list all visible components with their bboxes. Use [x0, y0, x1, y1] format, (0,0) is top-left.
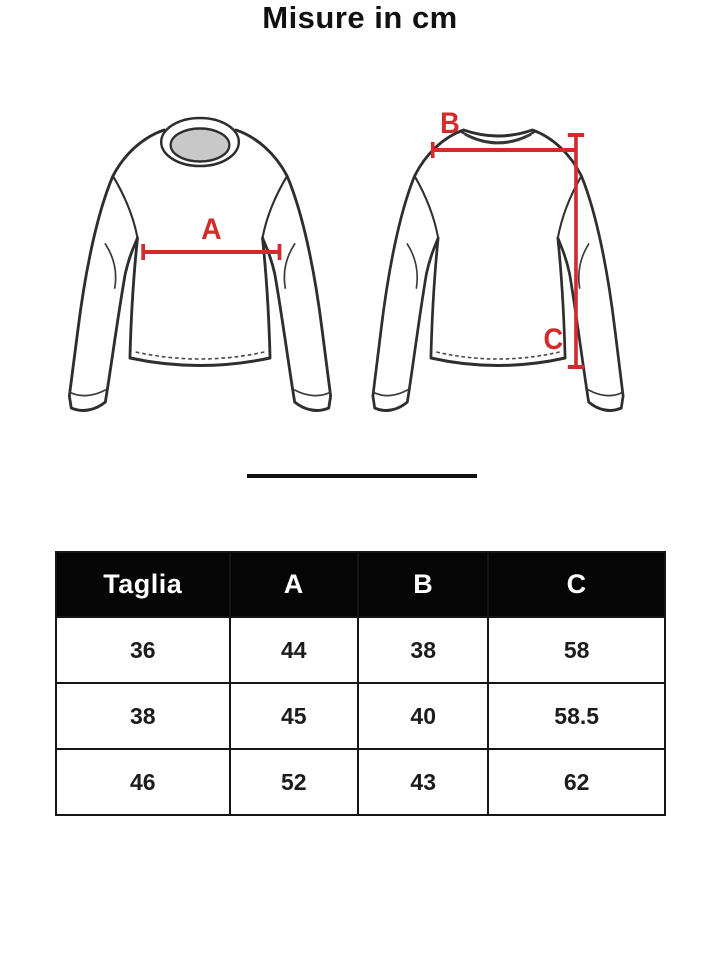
- back-garment-drawing: [362, 112, 634, 412]
- table-row: [56, 617, 665, 683]
- back-garment-outline: [373, 130, 623, 410]
- size-table-cell: 62: [488, 749, 665, 815]
- measurement-label-c: C: [543, 322, 564, 357]
- size-table-cell: 46: [56, 749, 230, 815]
- title-row: [0, 0, 720, 36]
- front-garment-outline: [69, 130, 330, 410]
- size-table-cell: 40: [358, 683, 488, 749]
- front-collar-inner: [171, 129, 230, 162]
- size-table-header: [56, 552, 665, 617]
- size-table-cell: 38: [358, 617, 488, 683]
- table-row: [56, 749, 665, 815]
- size-table-body: [56, 617, 665, 815]
- size-table-header-b: B: [358, 552, 488, 617]
- measurement-label-a: A: [201, 213, 222, 247]
- size-table-header-c: C: [488, 552, 665, 617]
- measurement-label-b: B: [440, 112, 460, 141]
- size-table-cell: 45: [230, 683, 358, 749]
- size-table-header-a: A: [230, 552, 358, 617]
- size-table-cell: 43: [358, 749, 488, 815]
- title-underline: [247, 474, 477, 478]
- table-row: [56, 683, 665, 749]
- size-table-cell: 44: [230, 617, 358, 683]
- size-table-header-row: [56, 552, 665, 617]
- size-table-cell: 36: [56, 617, 230, 683]
- size-table-cell: 58: [488, 617, 665, 683]
- size-table-cell: 52: [230, 749, 358, 815]
- front-garment-drawing: [58, 112, 342, 412]
- size-table-cell: 38: [56, 683, 230, 749]
- size-table-cell: 58.5: [488, 683, 665, 749]
- garment-front-figure: [58, 112, 342, 412]
- size-chart-title: Misure in cm: [262, 0, 458, 35]
- garment-back-figure: [362, 112, 634, 412]
- size-table: [55, 551, 666, 816]
- size-table-header-taglia: Taglia: [56, 552, 230, 617]
